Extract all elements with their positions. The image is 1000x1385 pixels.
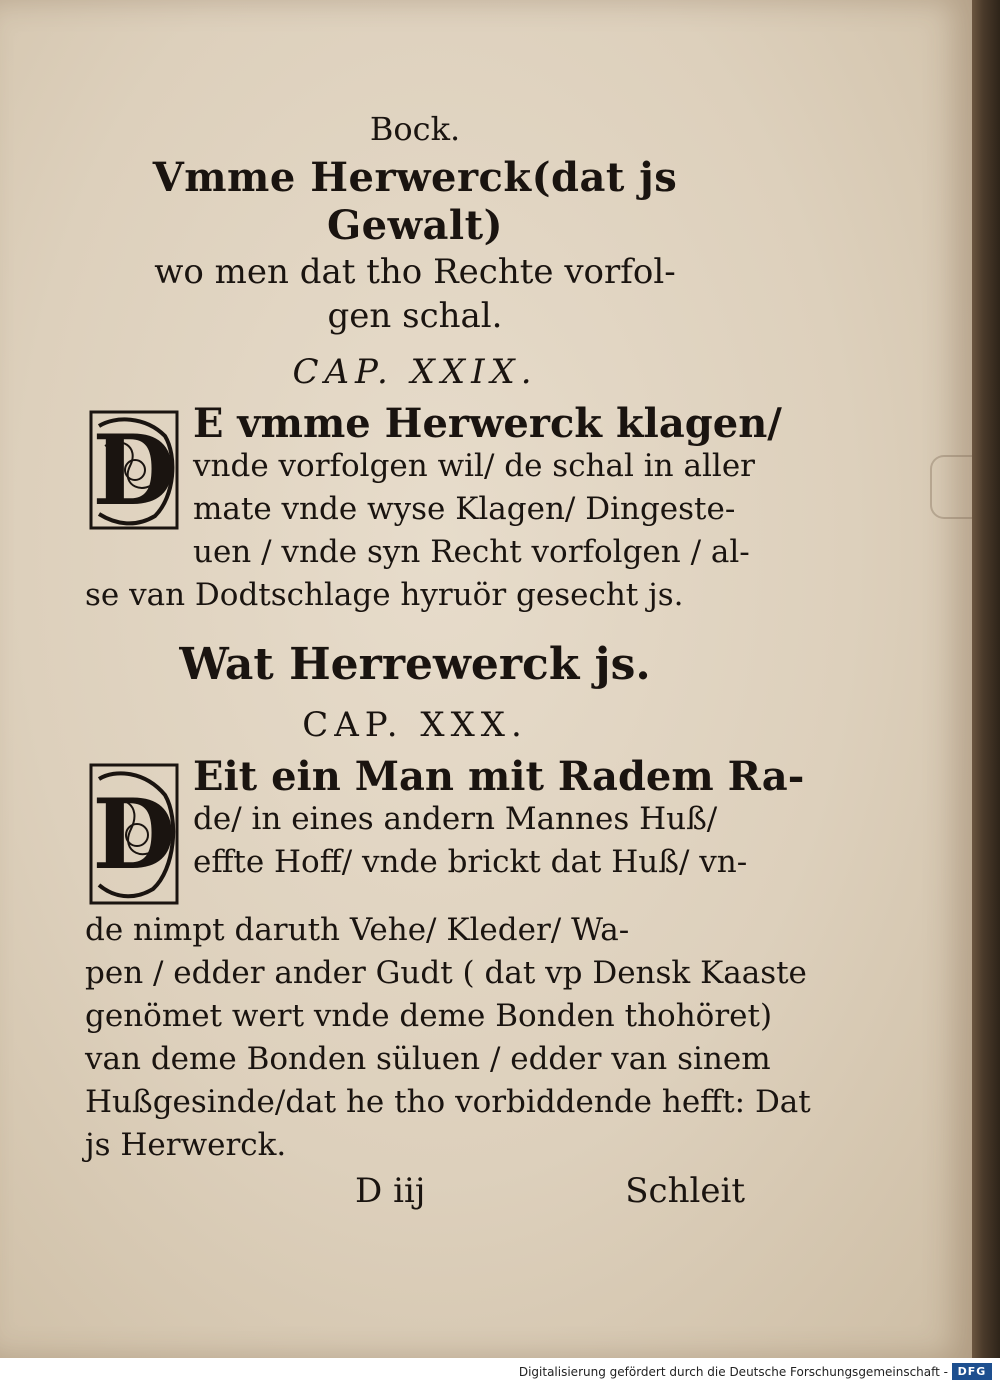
bookmark-tab-shadow: [930, 455, 977, 519]
paragraph-29-line-4: uen / vnde syn Recht vorfolgen / al-: [193, 534, 750, 570]
chapter-number-29: CAP. XXIX.: [292, 352, 538, 392]
credit-bar: [0, 1358, 1000, 1385]
paragraph-30-line-6: genömet wert vnde deme Bonden thohöret): [85, 998, 773, 1034]
paragraph-29-line-5: se van Dodtschlage hyruör gesecht js.: [85, 577, 684, 613]
dfg-logo-icon: DFG: [952, 1363, 992, 1380]
paragraph-30-line-7: van deme Bonden süluen / edder van sinem: [85, 1041, 771, 1077]
chapter-title-line-1: Vmme Herwerck(dat js Gewalt): [152, 154, 678, 249]
initial-letter: D: [92, 413, 176, 527]
paragraph-30-line-3: effte Hoff/ vnde brickt dat Huß/ vn-: [193, 844, 748, 880]
paragraph-30-line-9: js Herwerck.: [85, 1127, 287, 1163]
catchword: Schleit: [625, 1171, 745, 1211]
paragraph-30-line-8: Hußgesinde/dat he tho vorbiddende hefft: Dat: [85, 1084, 811, 1120]
chapter-title-line-3: gen schal.: [327, 296, 503, 336]
paragraph-30-line-5: pen / edder ander Gudt ( dat vp Densk Kaaste: [85, 955, 807, 991]
paragraph-29: [85, 400, 782, 617]
paragraph-29-line-2: vnde vorfolgen wil/ de schal in aller: [193, 448, 755, 484]
book-edge: [972, 0, 1000, 1358]
chapter-title-line-2: wo men dat tho Rechte vorfol-: [154, 252, 676, 292]
decorated-initial-d-2: [85, 759, 183, 909]
signature-mark: D iij: [355, 1171, 426, 1211]
paragraph-29-line-1: E vmme Herwerck klagen/: [193, 400, 782, 447]
page-text-block: [85, 110, 811, 1211]
paragraph-30: [85, 753, 811, 1167]
paragraph-30-line-4: de nimpt daruth Vehe/ Kleder/ Wa-: [85, 912, 630, 948]
running-head: Bock.: [369, 110, 461, 148]
page-foot: [85, 1171, 745, 1211]
chapter-number-30: CAP. XXX.: [302, 705, 528, 745]
credit-text: Digitalisierung gefördert durch die Deutsche Forschungsgemeinschaft -: [518, 1365, 948, 1379]
paragraph-30-line-1: Eit ein Man mit Radem Ra-: [193, 753, 805, 800]
paragraph-29-line-3: mate vnde wyse Klagen/ Dingeste-: [193, 491, 736, 527]
initial-letter: D: [92, 777, 176, 891]
decorated-initial-d: [85, 406, 183, 534]
section-heading: Wat Herrewerck js.: [179, 639, 651, 690]
paragraph-30-line-2: de/ in eines andern Mannes Huß/: [193, 801, 718, 837]
